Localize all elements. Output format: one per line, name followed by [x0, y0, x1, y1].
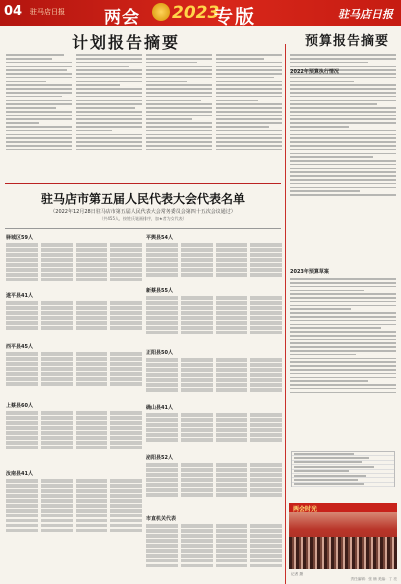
roster-group-title: 平舆县54人 — [146, 235, 173, 241]
article-column-4 — [216, 52, 282, 180]
emblem-icon — [152, 3, 170, 21]
special-label: 专版 — [214, 6, 257, 28]
roster-group — [6, 292, 142, 330]
budget-column-2 — [290, 276, 396, 446]
roster-group — [146, 349, 282, 392]
roster-group-title: 新蔡县55人 — [146, 288, 173, 294]
roster-group-title: 确山县41人 — [146, 405, 173, 411]
roster-group-title: 驿城区59人 — [6, 235, 33, 241]
budget-column-1 — [290, 52, 396, 252]
crowd-image — [289, 537, 397, 569]
page-header — [0, 0, 401, 26]
roster-group-title: 西平县45人 — [6, 344, 33, 350]
roster-heading — [5, 183, 281, 229]
roster-group-title: 正阳县50人 — [146, 350, 173, 356]
roster-group — [146, 515, 282, 567]
roster-group-title: 市直机关代表 — [146, 516, 177, 522]
side-headline: 预算报告摘要 — [305, 34, 390, 49]
photo-caption: 记者 摄 — [291, 572, 303, 576]
budget-section-heading-1: 2022年预算执行情况 — [290, 69, 339, 75]
page-footer: 责任编辑：张 楠 美编：丁 亮 — [350, 577, 397, 581]
roster-subtitle: （2022年12月28日驻马店市第五届人民代表大会常务委员会第四十五次会议通过） — [50, 209, 236, 215]
article-column-2 — [76, 52, 142, 180]
article-column-1 — [6, 52, 72, 180]
budget-section-heading-2: 2023年预算草案 — [290, 269, 329, 275]
section-label: 两会 — [104, 8, 140, 28]
roster-group — [6, 234, 142, 281]
roster-group — [146, 454, 282, 497]
page-number: 04 — [4, 4, 23, 19]
photo-banner-text: 两会时光 — [293, 506, 318, 513]
roster-group — [146, 287, 282, 334]
roster-group — [146, 234, 282, 277]
event-photo — [289, 503, 397, 569]
roster-group-title: 泌阳县52人 — [146, 455, 173, 461]
article-column-3 — [146, 52, 212, 180]
roster-group — [6, 343, 142, 386]
year-label: 2023 — [172, 3, 220, 23]
roster-title: 驻马店市第五届人民代表大会代表名单 — [40, 192, 245, 206]
roster-group — [6, 402, 142, 449]
roster-group-title: 上蔡县60人 — [6, 403, 33, 409]
paper-name: 驻马店日报 — [30, 8, 65, 16]
main-headline: 计划报告摘要 — [72, 33, 181, 52]
roster-group-title: 遂平县41人 — [6, 293, 33, 299]
roster-group — [6, 470, 142, 532]
roster-note: （共455人，按姓氏笔画排序，加★者为女代表） — [99, 216, 187, 221]
roster-group-title: 汝南县41人 — [6, 471, 33, 477]
budget-table — [291, 451, 395, 487]
column-divider — [285, 44, 286, 584]
newspaper-logo: 驻马店日报 — [338, 8, 393, 21]
roster-group — [146, 404, 282, 442]
